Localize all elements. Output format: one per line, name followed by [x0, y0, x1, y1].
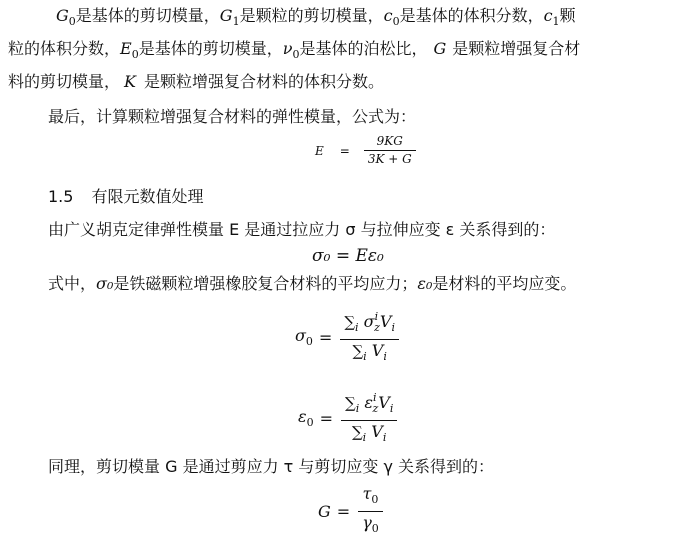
modulus-sentence: 最后，计算颗粒增强复合材料的弹性模量，公式为：	[48, 107, 417, 126]
symbol-G0: $G_0$	[56, 6, 76, 28]
symbol-E0: $E_0$	[120, 39, 139, 61]
formula-hooke: σ₀ = Eε₀	[312, 246, 384, 266]
hooke-sentence: 由广义胡克定律弹性模量 E 是通过拉应力 σ 与拉伸应变 ε 关系得到的：	[48, 220, 556, 239]
symbol-G1: $G_1$	[219, 6, 240, 28]
formula-G: G = $\frac{\tau_0}{\gamma_0}$	[318, 483, 383, 540]
formula-epsilon: $\varepsilon_0$ = $\frac{\sum_i \varepsilon^i_zV_i}{\sum_i V_i}$	[298, 387, 397, 449]
section-number: 1.5	[48, 187, 74, 206]
symbol-K: K	[124, 72, 136, 91]
explain-sentence: 式中，σ₀是铁磁颗粒增强橡胶复合材料的平均应力；ε₀是材料的平均应变。	[48, 274, 577, 293]
paragraph-line-1: $G_0$是基体的剪切模量，$G_1$是颗粒的剪切模量，$c_0$是基体的体积分数，$c_1$颗	[56, 6, 576, 28]
symbol-nu0: $\nu_0$	[282, 39, 300, 61]
formula-E: E = $\frac{9KG}{3K + G}$	[315, 133, 416, 168]
symbol-eps0: ε₀	[417, 274, 433, 293]
shear-sentence: 同理，剪切模量 G 是通过剪应力 τ 与剪切应变 γ 关系得到的：	[48, 457, 495, 476]
paragraph-line-3: 料的剪切模量， K 是颗粒增强复合材料的体积分数。	[8, 72, 384, 91]
section-heading	[48, 185, 203, 209]
section-title: 有限元数值处理	[91, 187, 204, 206]
formula-E-numerator: 9KG	[376, 134, 403, 148]
symbol-c1: $c_1$	[543, 6, 560, 28]
symbol-G: G	[433, 39, 447, 58]
paragraph-line-2: 粒的体积分数，$E_0$是基体的剪切模量，$\nu_0$是基体的泊松比， G 是颗粒增强复合材	[8, 39, 581, 61]
formula-sigma: $\sigma_0$ = $\frac{\sum_i \sigma^i_zV_i}{\sum_i V_i}$	[295, 306, 399, 368]
symbol-c0: $c_0$	[383, 6, 400, 28]
formula-E-denominator: 3K + G	[367, 152, 412, 166]
symbol-sigma0: σ₀	[96, 274, 114, 293]
